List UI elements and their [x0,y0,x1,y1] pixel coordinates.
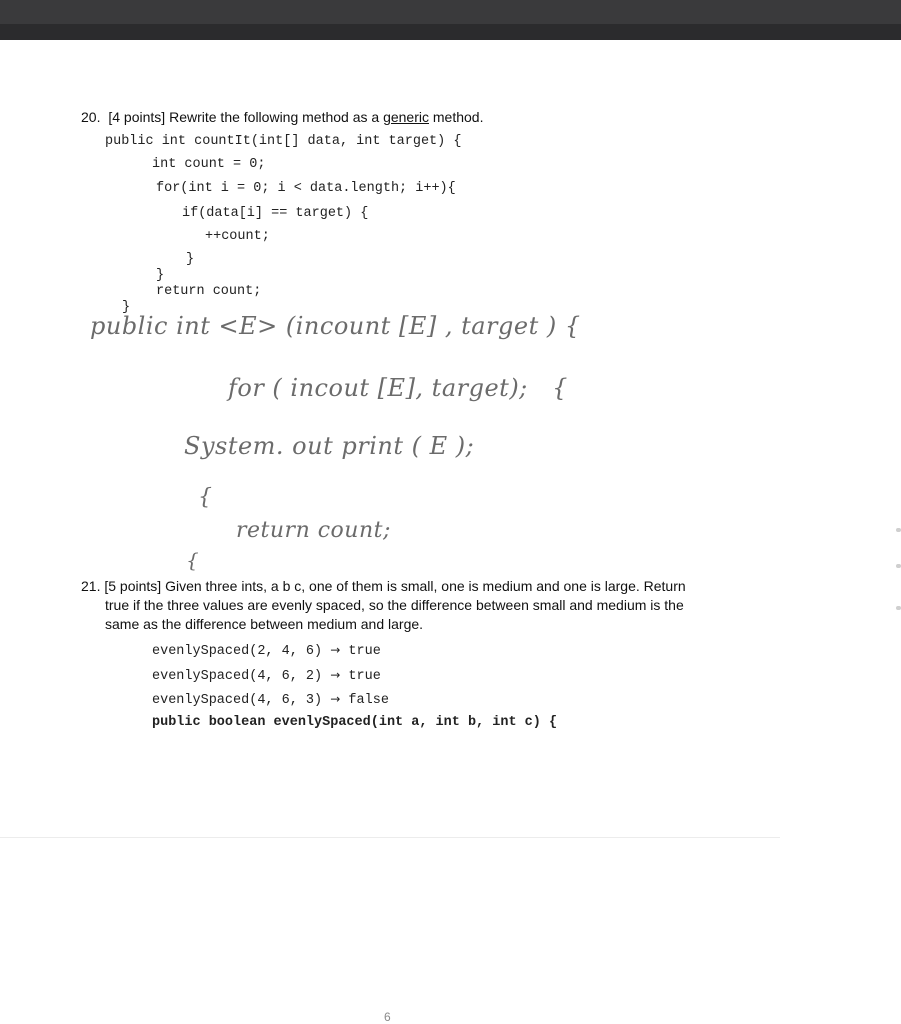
q20-code-line-1: public int countIt(int[] data, int target) { [105,134,462,149]
q20-handwritten-line-2: for ( incout [E], target); { [228,374,568,402]
page-number: 6 [384,1010,391,1024]
edge-mark [896,528,901,532]
q21-example-2-call: evenlySpaced(4, 6, 2) [152,669,323,684]
q21-number: 21. [81,578,101,594]
q20-code-line-8: return count; [156,284,262,299]
window-top-strip [0,24,901,40]
q20-handwritten-line-1: public int <E> (incount [E] , target ) { [90,312,581,340]
q20-code-line-7: } [156,268,165,283]
q21-prompt-text-1: Given three ints, a b c, one of them is small, one is medium and one is large. Return [165,578,686,594]
right-arrow-icon: → [330,692,341,706]
page-divider [0,837,780,838]
q21-prompt-line-1 [81,577,686,596]
q20-handwritten-line-4: { [198,485,213,510]
q20-code-line-6: } [186,252,195,267]
q21-example-3 [152,691,389,709]
q20-heading [81,108,483,127]
q20-prompt-after: method. [432,109,484,125]
window-top-bar [0,0,901,41]
q20-handwritten-line-3: System. out print ( E ); [184,432,475,460]
q20-handwritten-line-6: { [186,548,200,572]
edge-mark [896,564,901,568]
q20-code-line-4: if(data[i] == target) { [182,206,369,221]
q21-signature: public boolean evenlySpaced(int a, int b, int c) { [152,715,558,730]
q21-prompt-line-3: same as the difference between medium and large. [105,616,424,632]
document-page [0,40,901,1024]
q21-example-3-result: false [348,693,389,708]
q20-number: 20. [81,109,101,125]
q20-handwritten-line-5: return count; [236,518,391,543]
q21-example-2-result: true [348,669,381,684]
q20-prompt-before: Rewrite the following method as a [169,109,380,125]
q21-points: [5 points] [104,578,162,594]
q21-example-1-call: evenlySpaced(2, 4, 6) [152,644,323,659]
q21-prompt-line-2: true if the three values are evenly spaced, so the difference between small and medium is the [105,597,684,613]
q20-code-line-9: } [122,300,131,315]
q21-example-3-call: evenlySpaced(4, 6, 3) [152,693,323,708]
q21-example-1 [152,642,381,660]
right-arrow-icon: → [330,643,341,657]
q20-code-line-3: for(int i = 0; i < data.length; i++){ [156,181,456,196]
q21-example-1-result: true [348,644,381,659]
edge-mark [896,606,901,610]
q21-example-2 [152,667,381,685]
q20-code-line-5: ++count; [205,229,270,244]
q20-points: [4 points] [108,109,166,125]
q20-code-line-2: int count = 0; [152,157,266,172]
q20-prompt-underlined: generic [383,109,429,125]
right-arrow-icon: → [330,668,341,682]
